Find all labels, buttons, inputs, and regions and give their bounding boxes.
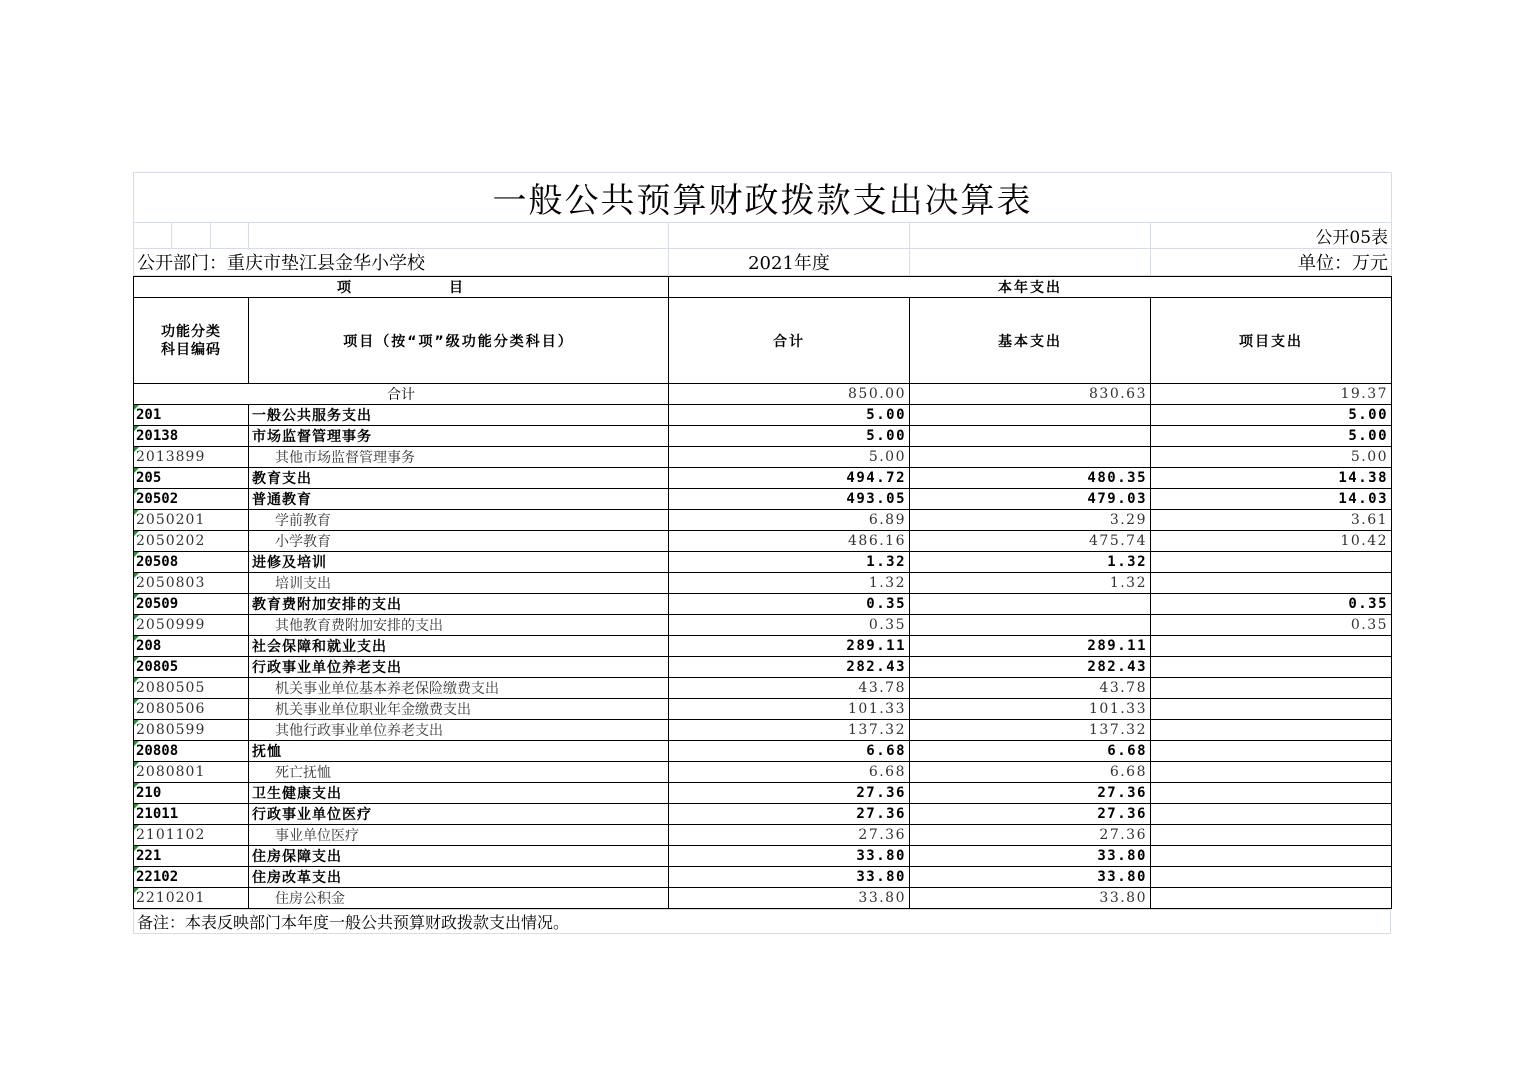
row-code: 205 — [134, 468, 249, 489]
row-basic: 27.36 — [910, 804, 1151, 825]
row-total: 1.32 — [669, 573, 910, 594]
row-name: 小学教育 — [249, 531, 669, 552]
table-row — [134, 552, 1392, 573]
row-project — [1151, 678, 1392, 699]
row-code: 2080801 — [134, 762, 249, 783]
row-project — [1151, 825, 1392, 846]
row-project — [1151, 699, 1392, 720]
table-row — [134, 657, 1392, 678]
row-code: 20508 — [134, 552, 249, 573]
total-row-basic: 830.63 — [910, 384, 1151, 405]
row-basic: 282.43 — [910, 657, 1151, 678]
total-row-project: 19.37 — [1151, 384, 1392, 405]
row-basic: 479.03 — [910, 489, 1151, 510]
row-total: 494.72 — [669, 468, 910, 489]
row-basic: 43.78 — [910, 678, 1151, 699]
row-basic: 33.80 — [910, 867, 1151, 888]
row-basic: 33.80 — [910, 888, 1151, 909]
table-row — [134, 447, 1392, 468]
table-row — [134, 804, 1392, 825]
row-code: 2013899 — [134, 447, 249, 468]
table-row — [134, 699, 1392, 720]
row-total: 137.32 — [669, 720, 910, 741]
table-row — [134, 783, 1392, 804]
row-code: 2050201 — [134, 510, 249, 531]
row-total: 33.80 — [669, 888, 910, 909]
row-total: 282.43 — [669, 657, 910, 678]
row-project — [1151, 867, 1392, 888]
row-name: 教育支出 — [249, 468, 669, 489]
row-project: 14.03 — [1151, 489, 1392, 510]
table-row — [134, 594, 1392, 615]
row-basic: 1.32 — [910, 573, 1151, 594]
row-basic — [910, 615, 1151, 636]
total-row-label: 合计 — [134, 384, 669, 405]
row-basic — [910, 426, 1151, 447]
row-code: 2080506 — [134, 699, 249, 720]
row-total: 27.36 — [669, 825, 910, 846]
row-code: 2210201 — [134, 888, 249, 909]
row-total: 5.00 — [669, 405, 910, 426]
code-column-header: 功能分类 科目编码 — [134, 298, 249, 384]
row-total: 43.78 — [669, 678, 910, 699]
row-code: 20805 — [134, 657, 249, 678]
row-basic: 6.68 — [910, 741, 1151, 762]
row-name: 普通教育 — [249, 489, 669, 510]
row-code: 208 — [134, 636, 249, 657]
row-total: 6.89 — [669, 510, 910, 531]
row-project — [1151, 804, 1392, 825]
row-name: 卫生健康支出 — [249, 783, 669, 804]
row-basic: 137.32 — [910, 720, 1151, 741]
row-project — [1151, 720, 1392, 741]
row-project: 10.42 — [1151, 531, 1392, 552]
table-row — [134, 846, 1392, 867]
row-code: 2050202 — [134, 531, 249, 552]
table-row — [134, 678, 1392, 699]
row-total: 27.36 — [669, 804, 910, 825]
row-name: 行政事业单位医疗 — [249, 804, 669, 825]
footnote: 备注：本表反映部门本年度一般公共预算财政拨款支出情况。 — [134, 910, 1391, 934]
row-basic: 101.33 — [910, 699, 1151, 720]
table-row — [134, 762, 1392, 783]
row-code: 20808 — [134, 741, 249, 762]
row-total: 6.68 — [669, 762, 910, 783]
row-project — [1151, 888, 1392, 909]
table-row — [134, 489, 1392, 510]
basic-column-header: 基本支出 — [910, 298, 1151, 384]
row-name: 教育费附加安排的支出 — [249, 594, 669, 615]
table-number: 公开05表 — [1151, 223, 1392, 249]
expense-group-header: 本年支出 — [669, 277, 1392, 298]
row-name: 其他教育费附加安排的支出 — [249, 615, 669, 636]
row-basic: 27.36 — [910, 783, 1151, 804]
header-table — [133, 172, 1392, 276]
row-name: 进修及培训 — [249, 552, 669, 573]
table-row — [134, 405, 1392, 426]
table-row — [134, 573, 1392, 594]
row-project — [1151, 783, 1392, 804]
row-name: 住房改革支出 — [249, 867, 669, 888]
row-project: 0.35 — [1151, 594, 1392, 615]
table-row — [134, 468, 1392, 489]
row-code: 20138 — [134, 426, 249, 447]
table-row — [134, 426, 1392, 447]
table-row — [134, 720, 1392, 741]
table-row — [134, 615, 1392, 636]
table-row — [134, 510, 1392, 531]
row-project — [1151, 741, 1392, 762]
row-total: 33.80 — [669, 867, 910, 888]
table-row — [134, 636, 1392, 657]
table-body — [134, 384, 1392, 909]
total-row — [134, 384, 1392, 405]
row-total: 0.35 — [669, 594, 910, 615]
row-name: 机关事业单位职业年金缴费支出 — [249, 699, 669, 720]
row-project — [1151, 657, 1392, 678]
row-name: 市场监督管理事务 — [249, 426, 669, 447]
row-name: 培训支出 — [249, 573, 669, 594]
table-row — [134, 867, 1392, 888]
row-project — [1151, 573, 1392, 594]
row-total: 5.00 — [669, 447, 910, 468]
row-project: 0.35 — [1151, 615, 1392, 636]
row-total: 27.36 — [669, 783, 910, 804]
row-project: 5.00 — [1151, 426, 1392, 447]
row-total: 486.16 — [669, 531, 910, 552]
table-row — [134, 825, 1392, 846]
row-basic: 1.32 — [910, 552, 1151, 573]
row-total: 5.00 — [669, 426, 910, 447]
table-row — [134, 888, 1392, 909]
row-project: 5.00 — [1151, 447, 1392, 468]
row-total: 6.68 — [669, 741, 910, 762]
row-total: 101.33 — [669, 699, 910, 720]
department-label: 公开部门：重庆市垫江县金华小学校 — [134, 249, 669, 276]
row-total: 289.11 — [669, 636, 910, 657]
row-total: 1.32 — [669, 552, 910, 573]
row-total: 493.05 — [669, 489, 910, 510]
row-code: 210 — [134, 783, 249, 804]
row-name: 机关事业单位基本养老保险缴费支出 — [249, 678, 669, 699]
table-row — [134, 741, 1392, 762]
row-basic — [910, 447, 1151, 468]
total-column-header: 合计 — [669, 298, 910, 384]
row-code: 2050999 — [134, 615, 249, 636]
name-column-header: 项目（按“项”级功能分类科目） — [249, 298, 669, 384]
row-code: 2080599 — [134, 720, 249, 741]
row-code: 201 — [134, 405, 249, 426]
row-name: 行政事业单位养老支出 — [249, 657, 669, 678]
project-column-header: 项目支出 — [1151, 298, 1392, 384]
row-code: 22102 — [134, 867, 249, 888]
item-group-header: 项 目 — [134, 277, 669, 298]
row-basic: 475.74 — [910, 531, 1151, 552]
row-name: 住房保障支出 — [249, 846, 669, 867]
row-total: 0.35 — [669, 615, 910, 636]
row-project: 14.38 — [1151, 468, 1392, 489]
row-basic: 289.11 — [910, 636, 1151, 657]
row-name: 社会保障和就业支出 — [249, 636, 669, 657]
row-basic: 480.35 — [910, 468, 1151, 489]
row-code: 221 — [134, 846, 249, 867]
row-name: 死亡抚恤 — [249, 762, 669, 783]
row-project: 3.61 — [1151, 510, 1392, 531]
row-basic: 33.80 — [910, 846, 1151, 867]
page-title: 一般公共预算财政拨款支出决算表 — [134, 173, 1392, 223]
row-project: 5.00 — [1151, 405, 1392, 426]
row-total: 33.80 — [669, 846, 910, 867]
row-code: 20509 — [134, 594, 249, 615]
row-code: 21011 — [134, 804, 249, 825]
row-code: 2101102 — [134, 825, 249, 846]
row-name: 一般公共服务支出 — [249, 405, 669, 426]
total-row-total: 850.00 — [669, 384, 910, 405]
row-code: 2080505 — [134, 678, 249, 699]
row-name: 抚恤 — [249, 741, 669, 762]
row-code: 2050803 — [134, 573, 249, 594]
row-basic: 6.68 — [910, 762, 1151, 783]
row-name: 其他行政事业单位养老支出 — [249, 720, 669, 741]
row-name: 事业单位医疗 — [249, 825, 669, 846]
table-row — [134, 531, 1392, 552]
row-project — [1151, 762, 1392, 783]
row-name: 学前教育 — [249, 510, 669, 531]
expense-table — [133, 276, 1392, 909]
fiscal-year: 2021年度 — [669, 249, 910, 276]
row-basic — [910, 405, 1151, 426]
budget-sheet — [133, 172, 1391, 934]
row-project — [1151, 552, 1392, 573]
row-name: 住房公积金 — [249, 888, 669, 909]
row-project — [1151, 846, 1392, 867]
row-code: 20502 — [134, 489, 249, 510]
row-basic — [910, 594, 1151, 615]
unit-label: 单位：万元 — [1151, 249, 1392, 276]
footer-table — [133, 909, 1391, 934]
row-basic: 27.36 — [910, 825, 1151, 846]
row-basic: 3.29 — [910, 510, 1151, 531]
row-name: 其他市场监督管理事务 — [249, 447, 669, 468]
row-project — [1151, 636, 1392, 657]
